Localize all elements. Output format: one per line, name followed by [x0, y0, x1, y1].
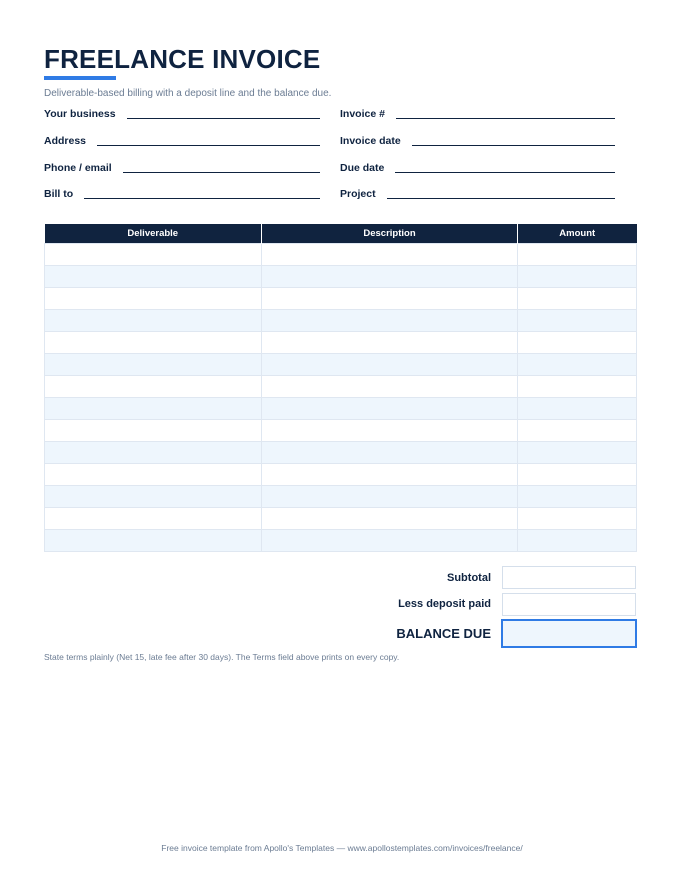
field-bill-to[interactable]: [44, 186, 320, 200]
field-phone-email[interactable]: [44, 160, 320, 174]
cell-description[interactable]: [262, 244, 518, 266]
field-input-line[interactable]: [97, 145, 320, 146]
cell-deliverable[interactable]: [45, 442, 262, 464]
cell-deliverable[interactable]: [45, 266, 262, 288]
field-input-line[interactable]: [123, 172, 320, 173]
cell-description[interactable]: [262, 288, 518, 310]
cell-amount[interactable]: [518, 376, 637, 398]
invoice-title: FREELANCE INVOICE: [44, 44, 321, 74]
cell-description[interactable]: [262, 266, 518, 288]
cell-deliverable[interactable]: [45, 420, 262, 442]
line-items-table: [44, 224, 637, 552]
field-label: Bill to: [44, 188, 74, 200]
field-label: Phone / email: [44, 162, 112, 174]
cell-deliverable[interactable]: [45, 310, 262, 332]
cell-amount[interactable]: [518, 442, 637, 464]
balance-due-label: BALANCE DUE: [396, 626, 491, 641]
field-input-line[interactable]: [396, 118, 615, 119]
cell-amount[interactable]: [518, 420, 637, 442]
cell-deliverable[interactable]: [45, 530, 262, 552]
cell-amount[interactable]: [518, 310, 637, 332]
field-label: Due date: [340, 162, 385, 174]
cell-deliverable[interactable]: [45, 244, 262, 266]
table-row: [45, 354, 637, 376]
field-invoice-date[interactable]: [340, 133, 615, 147]
line-items-body: [45, 244, 637, 552]
subtotal-field[interactable]: [502, 566, 636, 589]
table-row: [45, 398, 637, 420]
field-label: Invoice date: [340, 135, 401, 147]
invoice-subtitle: Deliverable-based billing with a deposit line and the balance due.: [44, 88, 332, 99]
cell-deliverable[interactable]: [45, 288, 262, 310]
cell-deliverable[interactable]: [45, 486, 262, 508]
cell-amount[interactable]: [518, 288, 637, 310]
table-row: [45, 508, 637, 530]
cell-amount[interactable]: [518, 266, 637, 288]
column-header-deliverable: Deliverable: [45, 224, 262, 244]
deposit-field[interactable]: [502, 593, 636, 616]
field-label: Project: [340, 188, 376, 200]
subtotal-label: Subtotal: [447, 572, 491, 584]
table-row: [45, 332, 637, 354]
field-input-line[interactable]: [412, 145, 615, 146]
table-row: [45, 442, 637, 464]
table-row: [45, 464, 637, 486]
balance-due-field[interactable]: [501, 619, 637, 648]
cell-deliverable[interactable]: [45, 464, 262, 486]
field-invoice-number[interactable]: [340, 106, 615, 120]
table-row: [45, 266, 637, 288]
column-header-amount: Amount: [518, 224, 637, 244]
cell-description[interactable]: [262, 310, 518, 332]
deposit-label: Less deposit paid: [398, 598, 491, 610]
cell-description[interactable]: [262, 332, 518, 354]
cell-deliverable[interactable]: [45, 398, 262, 420]
field-input-line[interactable]: [84, 198, 320, 199]
cell-description[interactable]: [262, 508, 518, 530]
table-row: [45, 288, 637, 310]
table-row: [45, 244, 637, 266]
cell-description[interactable]: [262, 398, 518, 420]
cell-deliverable[interactable]: [45, 508, 262, 530]
cell-amount[interactable]: [518, 508, 637, 530]
title-accent-bar: [44, 76, 116, 80]
field-due-date[interactable]: [340, 160, 615, 174]
cell-description[interactable]: [262, 420, 518, 442]
cell-description[interactable]: [262, 376, 518, 398]
field-input-line[interactable]: [387, 198, 615, 199]
cell-amount[interactable]: [518, 464, 637, 486]
table-row: [45, 486, 637, 508]
cell-deliverable[interactable]: [45, 376, 262, 398]
column-header-description: Description: [262, 224, 518, 244]
cell-deliverable[interactable]: [45, 332, 262, 354]
field-address[interactable]: [44, 133, 320, 147]
table-row: [45, 310, 637, 332]
cell-description[interactable]: [262, 530, 518, 552]
cell-amount[interactable]: [518, 486, 637, 508]
cell-amount[interactable]: [518, 398, 637, 420]
table-row: [45, 530, 637, 552]
cell-description[interactable]: [262, 442, 518, 464]
field-project[interactable]: [340, 186, 615, 200]
cell-amount[interactable]: [518, 530, 637, 552]
table-row: [45, 420, 637, 442]
cell-deliverable[interactable]: [45, 354, 262, 376]
cell-description[interactable]: [262, 464, 518, 486]
field-input-line[interactable]: [127, 118, 320, 119]
field-label: Address: [44, 135, 87, 147]
cell-amount[interactable]: [518, 244, 637, 266]
cell-description[interactable]: [262, 486, 518, 508]
field-label: Invoice #: [340, 108, 385, 120]
terms-note: State terms plainly (Net 15, late fee after 30 days). The Terms field above prints on every copy.: [44, 652, 400, 662]
field-input-line[interactable]: [395, 172, 615, 173]
footer-credit: Free invoice template from Apollo's Templates — www.apollostemplates.com/invoices/freelance/: [161, 843, 523, 853]
field-label: Your business: [44, 108, 116, 120]
table-header-row: [45, 224, 637, 244]
cell-amount[interactable]: [518, 354, 637, 376]
cell-amount[interactable]: [518, 332, 637, 354]
cell-description[interactable]: [262, 354, 518, 376]
table-row: [45, 376, 637, 398]
field-your-business[interactable]: [44, 106, 320, 120]
